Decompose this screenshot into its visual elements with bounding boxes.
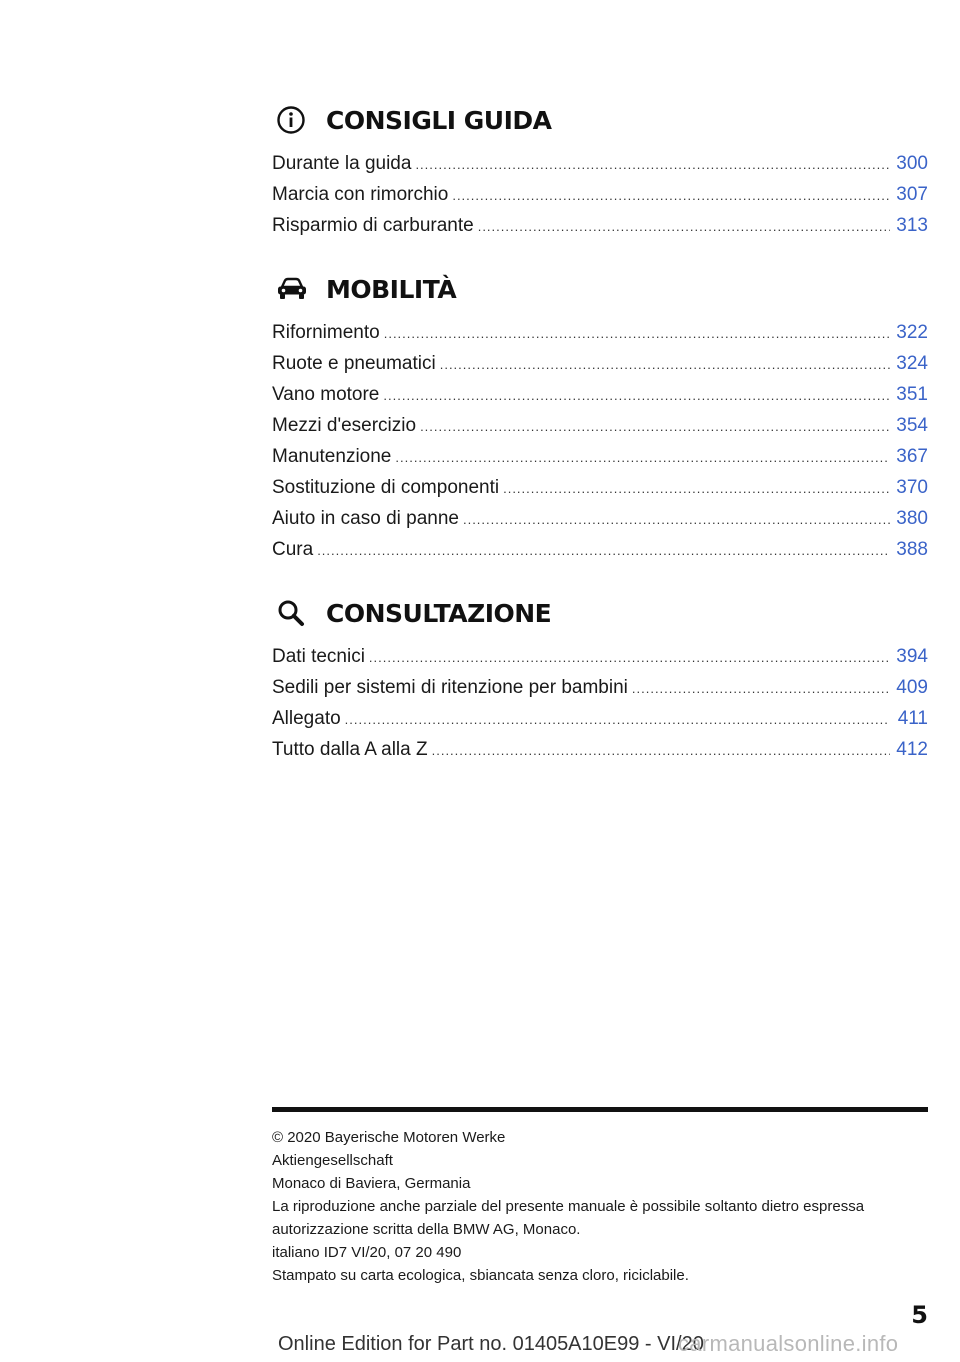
section-header (272, 96, 928, 144)
toc-entry-page-link[interactable]: 351 (896, 384, 928, 405)
section-title: CONSIGLI GUIDA (326, 105, 552, 135)
toc-entry[interactable] (272, 503, 928, 534)
toc-entry-label: Rifornimento (272, 322, 380, 343)
toc-entry-label: Ruote e pneumatici (272, 353, 436, 374)
toc-entry[interactable] (272, 703, 928, 734)
toc-entry[interactable] (272, 210, 928, 241)
toc-entry-label: Aiuto in caso di panne (272, 508, 459, 529)
toc-entry-page-link[interactable]: 354 (896, 415, 928, 436)
toc-entry-label: Vano motore (272, 384, 380, 405)
imprint-line: Stampato su carta ecologica, sbiancata senza cloro, riciclabile. (272, 1267, 689, 1284)
toc-entry[interactable] (272, 410, 928, 441)
car-icon (272, 269, 312, 309)
toc-entry[interactable] (272, 534, 928, 565)
dot-leader (415, 149, 890, 180)
section-consigli-guida (272, 96, 928, 241)
toc-entry-label: Tutto dalla A alla Z (272, 739, 428, 760)
section-title: CONSULTAZIONE (326, 598, 552, 628)
toc-entry-label: Risparmio di carburante (272, 215, 474, 236)
toc-entry[interactable] (272, 472, 928, 503)
section-mobilita (272, 265, 928, 565)
imprint-line: italiano ID7 VI/20, 07 20 490 (272, 1244, 462, 1261)
footer-divider (272, 1107, 928, 1112)
toc-entry[interactable] (272, 379, 928, 410)
toc-entry-page-link[interactable]: 388 (896, 539, 928, 560)
toc-entry-page-link[interactable]: 307 (896, 184, 928, 205)
toc-entry-label: Mezzi d'esercizio (272, 415, 417, 436)
imprint-line: Monaco di Baviera, Germania (272, 1175, 471, 1192)
dot-leader (369, 642, 890, 673)
page-number: 5 (911, 1301, 928, 1329)
toc-entry-label: Marcia con rimorchio (272, 184, 449, 205)
toc-entry[interactable] (272, 441, 928, 472)
dot-leader (463, 504, 890, 535)
dot-leader (395, 442, 890, 473)
toc-entry-label: Sedili per sistemi di ritenzione per bambini (272, 677, 628, 698)
search-icon (272, 593, 312, 633)
toc-entry-page-link[interactable]: 380 (896, 508, 928, 529)
toc-entry-page-link[interactable]: 412 (896, 739, 928, 760)
toc-entry[interactable] (272, 672, 928, 703)
info-icon (272, 100, 312, 140)
toc-entry[interactable] (272, 179, 928, 210)
dot-leader (440, 349, 890, 380)
online-edition-note: Online Edition for Part no. 01405A10E99 - VI/20 (278, 1333, 704, 1355)
dot-leader (384, 318, 890, 349)
toc-entry[interactable] (272, 348, 928, 379)
toc-entry[interactable] (272, 641, 928, 672)
toc-entry-label: Allegato (272, 708, 341, 729)
toc-entry-label: Cura (272, 539, 314, 560)
toc-list (272, 317, 928, 565)
toc-entry-label: Dati tecnici (272, 646, 365, 667)
imprint-line: Aktiengesellschaft (272, 1152, 393, 1169)
imprint-line: La riproduzione anche parziale del presente manuale è possibile soltanto dietro espressa (272, 1198, 865, 1215)
dot-leader (317, 535, 890, 566)
toc-list (272, 148, 928, 241)
watermark-text: carmanualsonline.info (678, 1331, 899, 1356)
toc-entry-page-link[interactable]: 409 (896, 677, 928, 698)
section-title: MOBILITÀ (326, 274, 457, 304)
toc-entry-label: Sostituzione di componenti (272, 477, 500, 498)
toc-entry[interactable] (272, 317, 928, 348)
imprint-line: autorizzazione scritta della BMW AG, Monaco. (272, 1221, 581, 1238)
toc-entry-page-link[interactable]: 322 (896, 322, 928, 343)
toc-entry-page-link[interactable]: 370 (896, 477, 928, 498)
dot-leader (632, 673, 890, 704)
dot-leader (420, 411, 890, 442)
toc-entry-label: Manutenzione (272, 446, 392, 467)
toc-entry-page-link[interactable]: 313 (896, 215, 928, 236)
dot-leader (452, 180, 890, 211)
toc-entry-page-link[interactable]: 411 (897, 708, 928, 729)
toc-entry[interactable] (272, 148, 928, 179)
dot-leader (345, 704, 890, 735)
section-header (272, 265, 928, 313)
section-header (272, 589, 928, 637)
toc-entry-page-link[interactable]: 367 (896, 446, 928, 467)
toc-entry-page-link[interactable]: 394 (896, 646, 928, 667)
toc-list (272, 641, 928, 765)
dot-leader (383, 380, 890, 411)
table-of-contents (272, 96, 928, 789)
imprint-line: © 2020 Bayerische Motoren Werke (272, 1129, 506, 1146)
toc-entry-label: Durante la guida (272, 153, 412, 174)
imprint (272, 1126, 928, 1287)
toc-entry[interactable] (272, 734, 928, 765)
toc-entry-page-link[interactable]: 324 (896, 353, 928, 374)
dot-leader (503, 473, 890, 504)
dot-leader (432, 735, 890, 766)
dot-leader (478, 211, 890, 242)
section-consultazione (272, 589, 928, 765)
toc-entry-page-link[interactable]: 300 (896, 153, 928, 174)
